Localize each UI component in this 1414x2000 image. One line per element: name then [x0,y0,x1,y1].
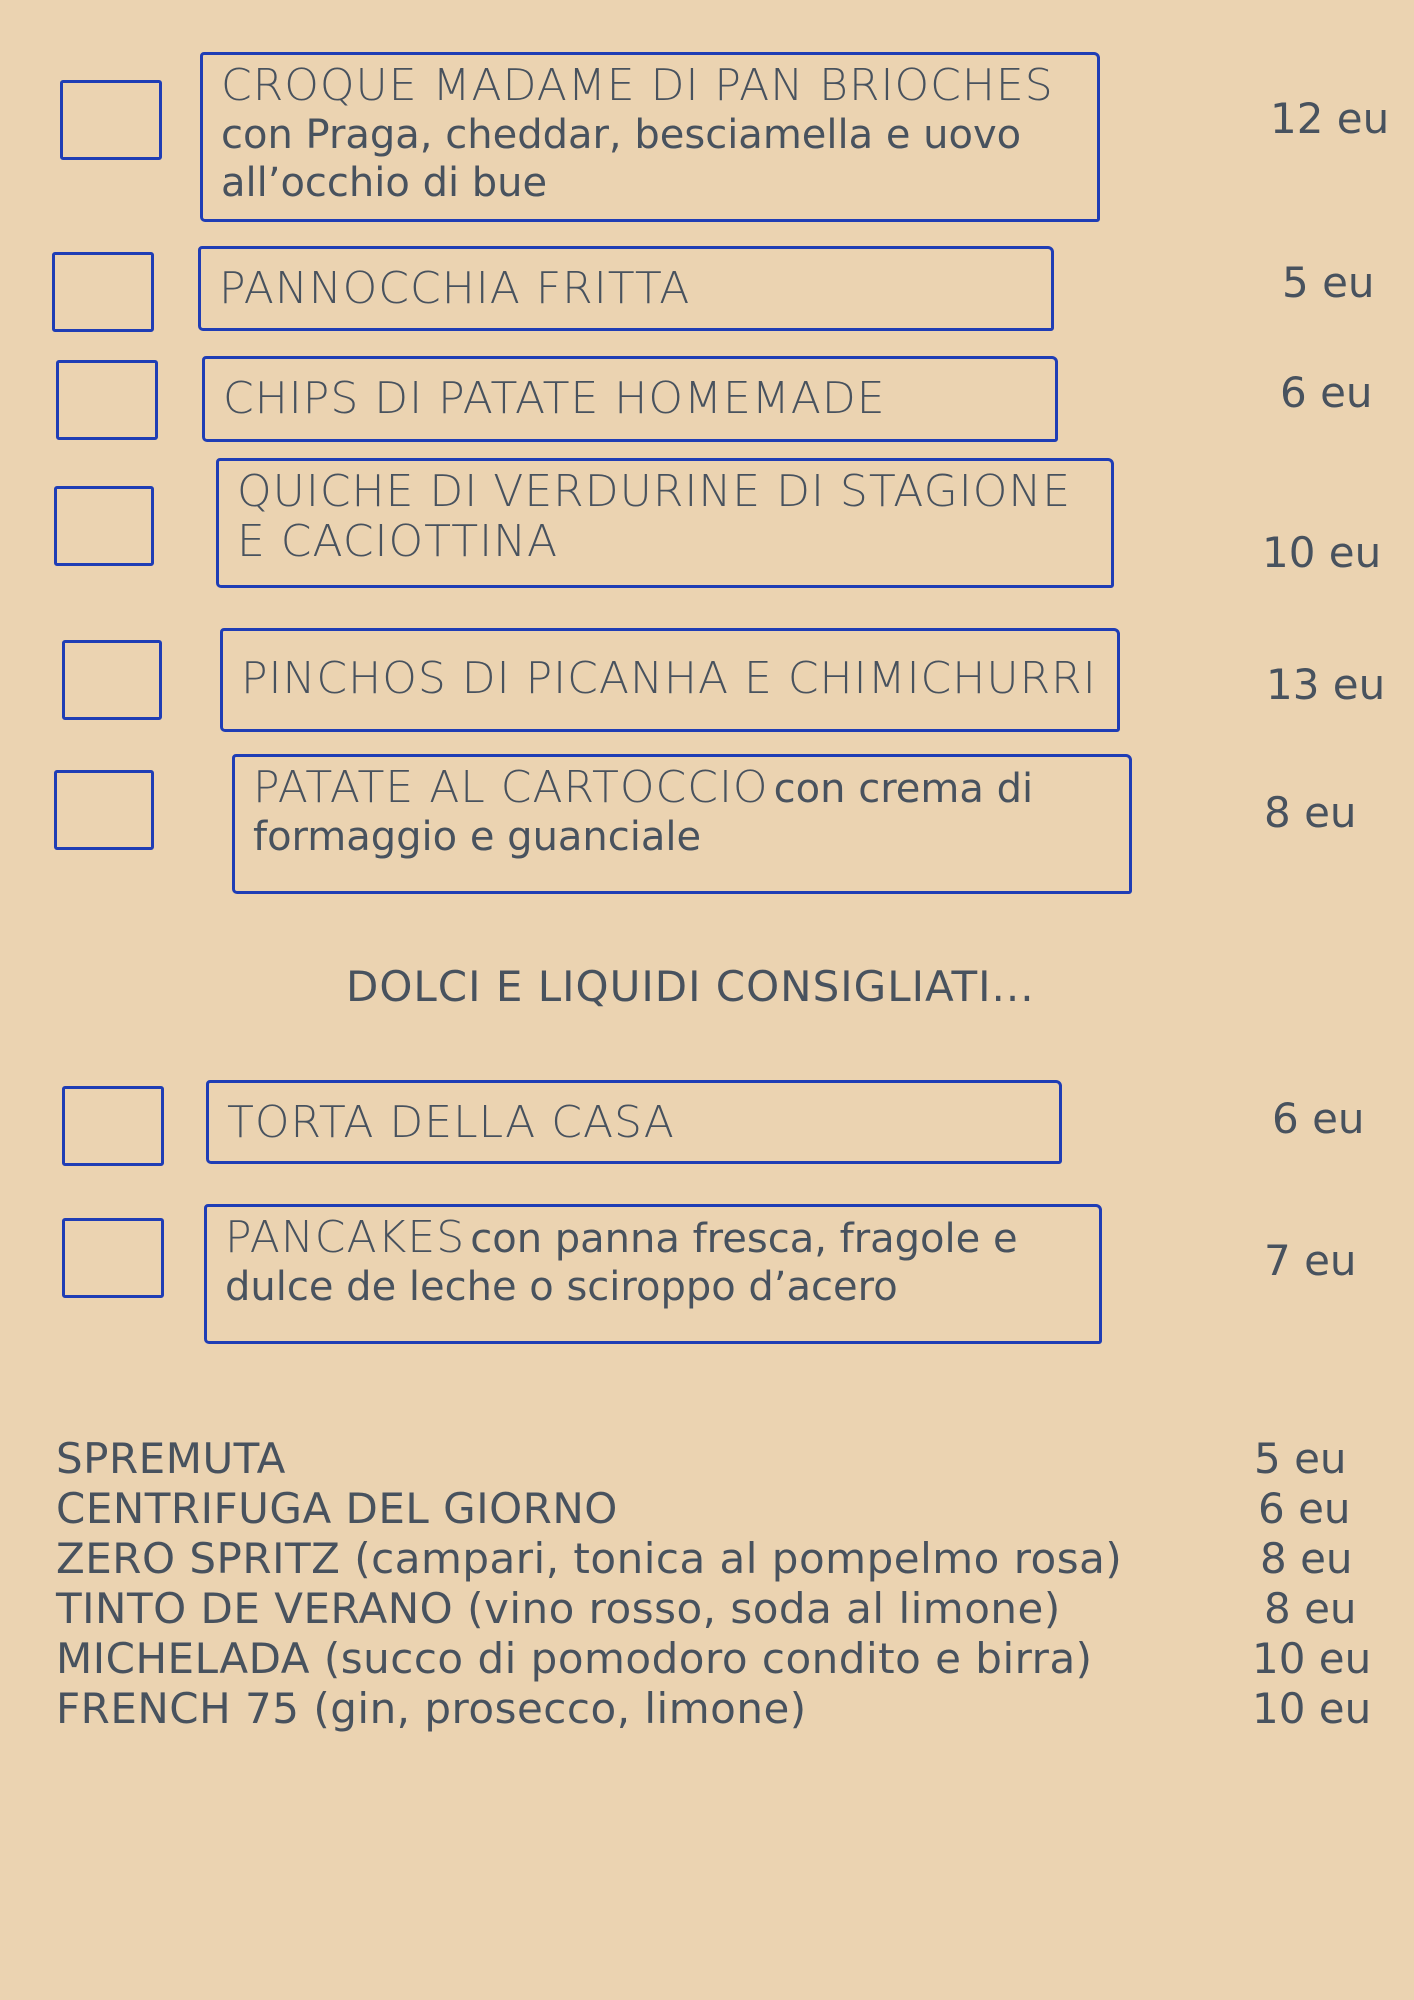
drink-name: ZERO SPRITZ [56,1534,341,1583]
item-checkbox[interactable] [54,486,154,566]
drink-name: MICHELADA [56,1634,310,1683]
item-name: PATATE AL CARTOCCIO [253,762,769,813]
drink-description: (vino rosso, soda al limone) [467,1584,1061,1633]
drink-price: 5 eu [1254,1434,1347,1483]
item-box [204,1204,1102,1344]
item-price: 13 eu [1266,660,1386,709]
item-name: CROQUE MADAME DI PAN BRIOCHES [221,60,1054,111]
item-box [206,1080,1062,1164]
drink-description: (succo di pomodoro condito e birra) [323,1634,1093,1683]
item-checkbox[interactable] [60,80,162,160]
drink-item [56,1434,286,1484]
item-box [202,356,1058,442]
drink-item [56,1684,807,1734]
drink-name: TINTO DE VERANO [56,1584,454,1633]
drink-name: FRENCH 75 [56,1684,300,1733]
item-name: QUICHE DI VERDURINE DI STAGIONE E CACIOTTINA [237,466,1072,567]
item-box [220,628,1120,732]
item-price: 8 eu [1264,788,1357,837]
drink-name: CENTRIFUGA DEL GIORNO [56,1484,618,1533]
section-title: DOLCI E LIQUIDI CONSIGLIATI... [346,962,1035,1011]
item-checkbox[interactable] [62,640,162,720]
drink-price: 10 eu [1252,1634,1372,1683]
drink-price: 10 eu [1252,1684,1372,1733]
item-price: 6 eu [1272,1094,1365,1143]
item-checkbox[interactable] [56,360,158,440]
item-description: con panna fresca, fragole e dulce de leche o sciroppo d’acero [225,1216,1018,1310]
item-checkbox[interactable] [62,1086,164,1166]
item-price: 12 eu [1270,94,1390,143]
item-price: 6 eu [1280,368,1373,417]
drink-price: 6 eu [1258,1484,1351,1533]
item-box [232,754,1132,894]
item-price: 10 eu [1262,528,1382,577]
drink-description: (campari, tonica al pompelmo rosa) [340,1534,1123,1583]
drink-name: SPREMUTA [56,1434,286,1483]
drink-price: 8 eu [1264,1584,1357,1633]
item-name: TORTA DELLA CASA [227,1097,675,1148]
item-price: 7 eu [1264,1236,1357,1285]
drink-item [56,1584,1061,1634]
item-box [200,52,1100,222]
drink-item [56,1534,1122,1584]
item-description: con Praga, cheddar, besciamella e uovo all’occhio di bue [221,112,1022,206]
item-description: con crema di formaggio e guanciale [253,766,1034,860]
item-name: CHIPS DI PATATE HOMEMADE [223,373,886,424]
item-name: PANCAKES [225,1212,466,1263]
drink-item [56,1484,618,1534]
item-checkbox[interactable] [54,770,154,850]
item-price: 5 eu [1282,258,1375,307]
item-box [216,458,1114,588]
item-checkbox[interactable] [52,252,154,332]
drink-description: (gin, prosecco, limone) [299,1684,807,1733]
drink-item [56,1634,1093,1684]
item-box [198,246,1054,331]
item-checkbox[interactable] [62,1218,164,1298]
item-text [225,1213,1085,1311]
drink-price: 8 eu [1260,1534,1353,1583]
item-name: PANNOCCHIA FRITTA [219,263,691,314]
item-name: PINCHOS DI PICANHA E CHIMICHURRI [241,653,1097,704]
item-text [253,763,1113,861]
